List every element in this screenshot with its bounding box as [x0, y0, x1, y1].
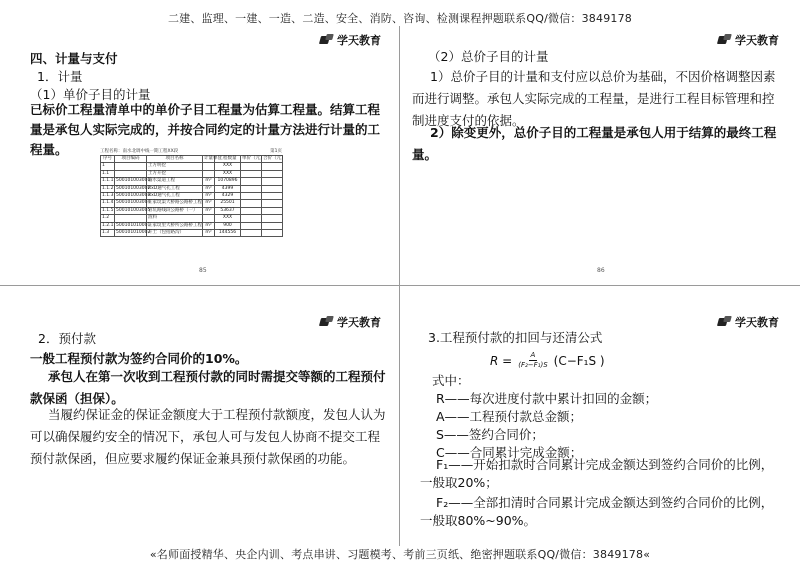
table-cell: 4329 — [215, 193, 241, 200]
bill-of-quantities-table — [100, 148, 286, 237]
table-cell: 4399 — [215, 185, 241, 192]
brand-logo-85 — [320, 32, 381, 48]
table-cell: 1.1.5 — [102, 207, 114, 213]
table-cell — [241, 215, 262, 222]
table-header-cell: 序号 — [101, 156, 115, 163]
advance-payment-rate: 一般工程预付款为签约合同价的10%。 — [30, 351, 248, 366]
table-row — [101, 185, 283, 192]
brand-name: 学天教育 — [735, 316, 779, 329]
table-cell — [241, 170, 262, 177]
table-page-label: 第1页 — [270, 149, 282, 154]
advance-payment-heading: 2．预付款 — [38, 331, 96, 346]
definition-r: R——每次进度付款中累计扣回的金额； — [436, 391, 658, 406]
brand-name: 学天教育 — [337, 316, 381, 329]
table-cell: 渣料 — [147, 215, 203, 222]
table-cell — [203, 163, 215, 170]
table-cell: 500101003005 — [116, 207, 151, 213]
table-cell — [241, 163, 262, 170]
table-title-row — [100, 148, 282, 154]
definition-s: S——签约合同价； — [436, 427, 544, 442]
table-cell — [241, 200, 262, 207]
table-cell — [262, 163, 283, 170]
table-row — [101, 193, 283, 200]
table-cell: 1.2.1 — [102, 222, 114, 228]
table-cell — [241, 207, 262, 214]
table-row — [101, 215, 283, 222]
table-header-cell: 合价（元） — [263, 156, 286, 161]
table-header-cell: 计量单位 — [204, 156, 222, 161]
table-cell — [203, 215, 215, 222]
brand-logo-86 — [718, 32, 779, 48]
brand-logo-icon — [718, 316, 732, 328]
table-cell: 1.2 — [101, 215, 115, 222]
table-cell: 土方开挖 — [147, 170, 203, 177]
table-cell — [262, 215, 283, 222]
table-cell — [115, 215, 147, 222]
table-cell: 1070896 — [215, 178, 241, 185]
table-cell: m³ — [203, 200, 215, 207]
page-number-85: 85 — [199, 267, 207, 274]
table-header-cell: 项目名称 — [147, 156, 203, 163]
table-cell — [115, 163, 147, 170]
formula-lhs: R = — [490, 353, 513, 368]
table-cell: 1.1.1 — [102, 178, 114, 184]
sub-heading-unit-price: （1）单价子目的计量 — [30, 87, 151, 102]
table-row — [101, 170, 283, 177]
header-text: 二建、监理、一建、一造、二造、安全、消防、咨询、检测课程押题联系QQ/微信：3849178 — [167, 12, 632, 25]
quantities-table — [100, 155, 286, 237]
table-cell — [262, 185, 283, 192]
table-cell: 开土（包括路沟） — [147, 230, 203, 237]
table-cell — [241, 193, 262, 200]
table-cell: RxD通气孔工程 — [147, 185, 203, 192]
table-cell — [241, 178, 262, 185]
formula-rhs: (C−F₁S ) — [553, 353, 605, 368]
table-row — [101, 178, 283, 185]
formula-numerator: A — [530, 351, 536, 359]
table-cell — [262, 230, 283, 237]
brand-logo-icon — [320, 316, 334, 328]
definition-f1: F₁——开始扣款时合同累计完成金额达到签约合同价的比例，一般取20%； — [420, 457, 774, 490]
brand-name: 学天教育 — [337, 34, 381, 47]
definition-c: C——合同累计完成金额； — [436, 445, 583, 460]
horizontal-divider — [0, 285, 800, 286]
table-cell: 土方明挖 — [147, 163, 203, 170]
table-cell — [241, 185, 262, 192]
table-header-cell: 工程数量 — [215, 156, 241, 163]
page-number-86: 86 — [597, 267, 605, 274]
performance-bond-paragraph: 当履约保证金的保证金额度大于工程预付款额度，发包人认为可以确保履约安全的情况下，承包人可与发包人协商不提交工程预付款保函，但应要求履约保证金兼具预付款保函的功能。 — [30, 407, 386, 466]
lump-sum-paragraph-2: 2）除变更外，总价子目的工程量是承包人用于结算的最终工程量。 — [412, 125, 777, 162]
table-cell — [203, 170, 215, 177]
table-header-cell: 项目编码 — [115, 156, 147, 163]
table-cell — [262, 207, 283, 214]
brand-name: 学天教育 — [735, 34, 779, 47]
vertical-divider — [399, 26, 400, 546]
lump-sum-paragraph-1: 1）总价子目的计量和支付应以总价为基础，不因价格调整因素而进行调整。承包人实际完成的工程量，是进行工程目标管理和控制进度支付的依据。 — [412, 69, 776, 128]
table-row — [101, 200, 283, 207]
table-cell: RxD通气孔工程 — [147, 193, 203, 200]
definition-a: A——工程预付款总金额； — [436, 409, 583, 424]
sub-heading-lump-sum: （2）总价子目的计量 — [428, 49, 549, 64]
table-cell: 500101003004 — [116, 200, 151, 206]
table-cell: 144556 — [215, 230, 241, 237]
formula-where-label: 式中： — [432, 373, 470, 388]
table-cell: m³ — [203, 222, 215, 229]
table-cell: 500101003003 — [116, 193, 151, 199]
table-cell: 500101003001 — [116, 178, 151, 184]
table-cell: 1.1.2 — [102, 185, 114, 191]
table-row — [101, 222, 283, 229]
table-cell — [262, 222, 283, 229]
table-cell: 25501 — [215, 200, 241, 207]
brand-logo-88 — [718, 314, 779, 330]
table-cell — [262, 178, 283, 185]
table-cell: m³ — [203, 230, 215, 237]
table-cell: 900 — [215, 222, 241, 229]
table-project-label: 工程名称：南水北调中线一期工程XX段 — [100, 149, 179, 154]
table-header-row — [101, 156, 283, 163]
table-cell: 管坑路线段公路桥（一） — [147, 207, 203, 214]
deduction-formula — [490, 351, 605, 370]
formula-denominator: (F₂−F₁)S — [518, 361, 548, 369]
table-cell: 王家坟里大桥所公路桥工程 — [148, 222, 202, 228]
table-cell — [262, 170, 283, 177]
table-cell: m³ — [203, 185, 215, 192]
table-cell — [241, 230, 262, 237]
table-cell: m³ — [203, 193, 215, 200]
table-cell: 1 — [101, 163, 115, 170]
table-cell: XXX — [215, 163, 241, 170]
table-cell: 1.1.3 — [102, 193, 114, 199]
table-cell: 输水渠道工程 — [147, 178, 203, 185]
definition-f2: F₂——全部扣清时合同累计完成金额达到签约合同价的比例，一般取80%~90%。 — [420, 495, 774, 528]
table-cell — [262, 200, 283, 207]
table-cell: 1.3 — [101, 230, 115, 237]
table-cell: 53637 — [215, 207, 241, 214]
unit-price-paragraph: 已标价工程量清单中的单价子目工程量为估算工程量。结算工程量是承包人实际完成的，并按合同约定的计量方法进行计量的工程量。 — [30, 102, 381, 157]
table-cell — [115, 170, 147, 177]
table-cell: 王家坟渠大桥路公路桥工程 — [148, 200, 202, 206]
brand-logo-87 — [320, 314, 381, 330]
table-cell: m³ — [203, 178, 215, 185]
table-cell: 500101010001 — [116, 222, 151, 228]
table-cell — [241, 222, 262, 229]
table-header-cell: 单价（元） — [242, 156, 265, 161]
table-row — [101, 207, 283, 214]
table-cell — [262, 193, 283, 200]
formula-fraction — [516, 351, 549, 370]
table-cell: 1.1.4 — [102, 200, 114, 206]
deduction-formula-heading: 3.工程预付款的扣回与还清公式 — [428, 330, 603, 345]
table-body — [101, 163, 283, 237]
advance-payment-guarantee-paragraph: 承包人在第一次收到工程预付款的同时需提交等额的工程预付款保函（担保）。 — [30, 369, 386, 406]
brand-logo-icon — [320, 34, 334, 46]
section-heading: 四、计量与支付 — [30, 51, 118, 66]
table-cell: 500101010002 — [116, 230, 151, 236]
table-row — [101, 230, 283, 237]
table-cell: m³ — [203, 207, 215, 214]
sub-heading-measurement: 1．计量 — [37, 69, 83, 84]
table-cell: 1.1 — [101, 170, 115, 177]
table-cell: XXX — [215, 170, 241, 177]
table-row — [101, 163, 283, 170]
brand-logo-icon — [718, 34, 732, 46]
table-cell: 500101003002 — [116, 185, 151, 191]
footer-text: «名师面授精华、央企内训、考点串讲、习题模考、考前三页纸、绝密押题联系QQ/微信：3849178« — [149, 548, 651, 561]
table-cell: XXX — [215, 215, 241, 222]
